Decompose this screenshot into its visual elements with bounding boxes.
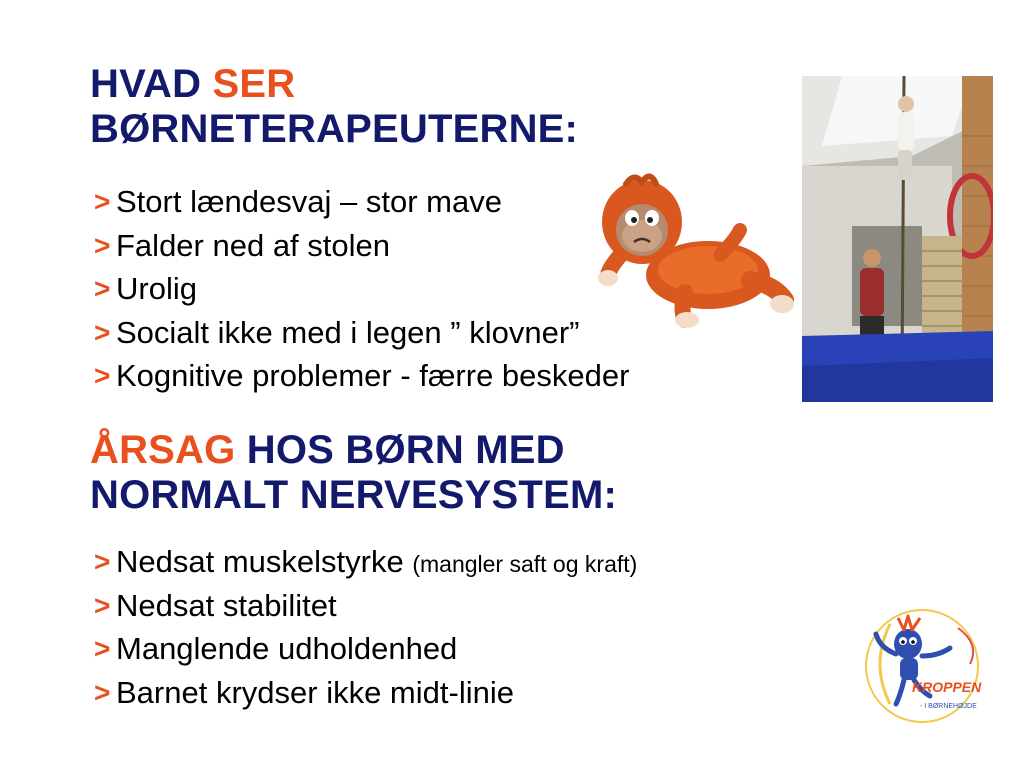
- list-item: [94, 180, 629, 224]
- list-item: [94, 540, 637, 584]
- list-item: [94, 267, 629, 311]
- list-item-text: Falder ned af stolen: [116, 227, 391, 263]
- list-item-text: Manglende udholdenhed: [116, 631, 458, 666]
- logo-wordmark: KROPPEN: [912, 679, 982, 695]
- chevron-right-icon: >: [94, 360, 111, 391]
- list-item-text: Stort lændesvaj – stor mave: [116, 184, 502, 219]
- list-item-note: (mangler saft og kraft): [412, 551, 638, 577]
- chevron-right-icon: >: [94, 676, 111, 708]
- list-item-text: Nedsat stabilitet: [116, 587, 337, 623]
- gym-climbing-photo: [802, 76, 993, 402]
- logo-subline: - I BØRNEHØJDE: [920, 703, 977, 710]
- heading1-accent: SER: [212, 62, 296, 106]
- list-item: [94, 354, 629, 398]
- heading2-accent: ÅRSAG: [90, 428, 236, 472]
- heading-what-therapists-see: [90, 62, 578, 152]
- heading1-part1: HVAD: [90, 62, 213, 106]
- heading2-line2: NORMALT NERVESYSTEM:: [90, 473, 617, 517]
- chevron-right-icon: >: [94, 316, 111, 348]
- chevron-right-icon: >: [94, 589, 111, 621]
- list-item: [94, 584, 637, 628]
- chevron-right-icon: >: [94, 186, 111, 217]
- chevron-right-icon: >: [94, 273, 111, 304]
- list-item: [94, 671, 637, 715]
- chevron-right-icon: >: [94, 546, 111, 577]
- list-item: [94, 311, 629, 355]
- chevron-right-icon: >: [94, 229, 111, 261]
- list-item: [94, 627, 637, 671]
- list-item-text: Nedsat muskelstyrke: [116, 544, 413, 579]
- causes-list: [94, 540, 637, 714]
- heading-cause: [90, 428, 617, 518]
- observations-list: [94, 180, 629, 398]
- chevron-right-icon: >: [94, 633, 111, 664]
- heading2-part2: HOS BØRN MED: [235, 428, 565, 472]
- list-item-text: Barnet krydser ikke midt-linie: [116, 674, 514, 710]
- orangutan-illustration: [590, 170, 800, 330]
- list-item-text: Socialt ikke med i legen ” klovner”: [116, 314, 580, 350]
- list-item-text: Kognitive problemer - færre beskeder: [116, 358, 630, 393]
- kroppen-logo-icon: [860, 604, 990, 734]
- list-item: [94, 224, 629, 268]
- heading1-line2: BØRNETERAPEUTERNE:: [90, 107, 579, 151]
- list-item-text: Urolig: [116, 271, 197, 306]
